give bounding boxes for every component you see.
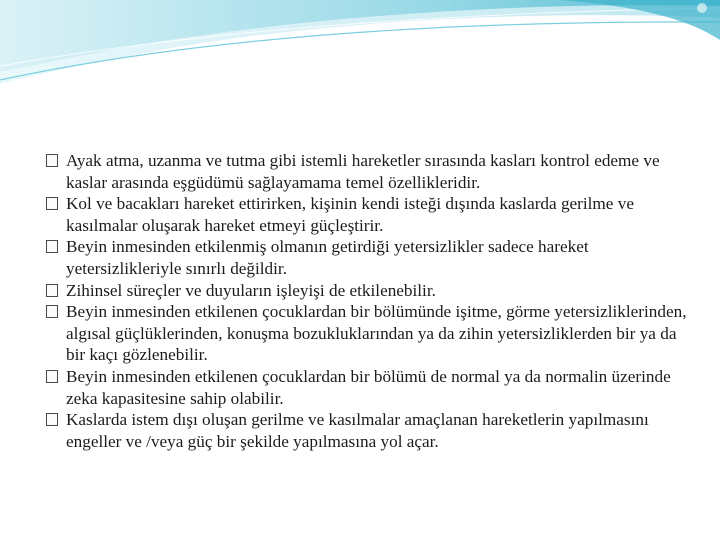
bullet-item bbox=[46, 366, 696, 409]
bullet-item bbox=[46, 236, 696, 279]
bullet-text: Beyin inmesinden etkilenen çocuklardan bir bölümünde işitme, görme yetersizliklerinden, algısal güçlüklerinden, konuşma bozukluklarından ya da zihin yetersizliklerden bir ya da bir kaçı gözlenebilir. bbox=[66, 302, 687, 365]
bullet-item bbox=[46, 280, 696, 302]
box-glyph-icon bbox=[46, 154, 58, 167]
bullet-item bbox=[46, 301, 696, 366]
header-wave-decoration bbox=[0, 0, 720, 100]
bullet-item bbox=[46, 150, 696, 193]
bullet-item bbox=[46, 409, 696, 452]
box-glyph-icon bbox=[46, 284, 58, 297]
box-glyph-icon bbox=[46, 240, 58, 253]
box-glyph-icon bbox=[46, 197, 58, 210]
bullet-text: Kaslarda istem dışı oluşan gerilme ve kasılmalar amaçlanan hareketlerin yapılmasını engeller ve /veya güç bir şekilde yapılmasına yol açar. bbox=[66, 410, 649, 451]
bullet-text: Kol ve bacakları hareket ettirirken, kişinin kendi isteği dışında kaslarda gerilme ve kasılmalar oluşarak hareket etmeyi güçleştirir. bbox=[66, 194, 634, 235]
bullet-item bbox=[46, 193, 696, 236]
box-glyph-icon bbox=[46, 370, 58, 383]
bullet-text: Ayak atma, uzanma ve tutma gibi istemli hareketler sırasında kasları kontrol edeme ve kaslar arasında eşgüdümü sağlayamama temel özellikleridir. bbox=[66, 151, 660, 192]
bullet-text: Zihinsel süreçler ve duyuların işleyişi de etkilenebilir. bbox=[66, 280, 436, 300]
bullet-text: Beyin inmesinden etkilenmiş olmanın getirdiği yetersizlikler sadece hareket yetersizlikleriyle sınırlı değildir. bbox=[66, 237, 589, 278]
box-glyph-icon bbox=[46, 305, 58, 318]
box-glyph-icon bbox=[46, 413, 58, 426]
corner-dot bbox=[697, 3, 707, 13]
bullet-text: Beyin inmesinden etkilenen çocuklardan bir bölümü de normal ya da normalin üzerinde zeka kapasitesine sahip olabilir. bbox=[66, 366, 671, 408]
bullet-list bbox=[46, 150, 696, 452]
